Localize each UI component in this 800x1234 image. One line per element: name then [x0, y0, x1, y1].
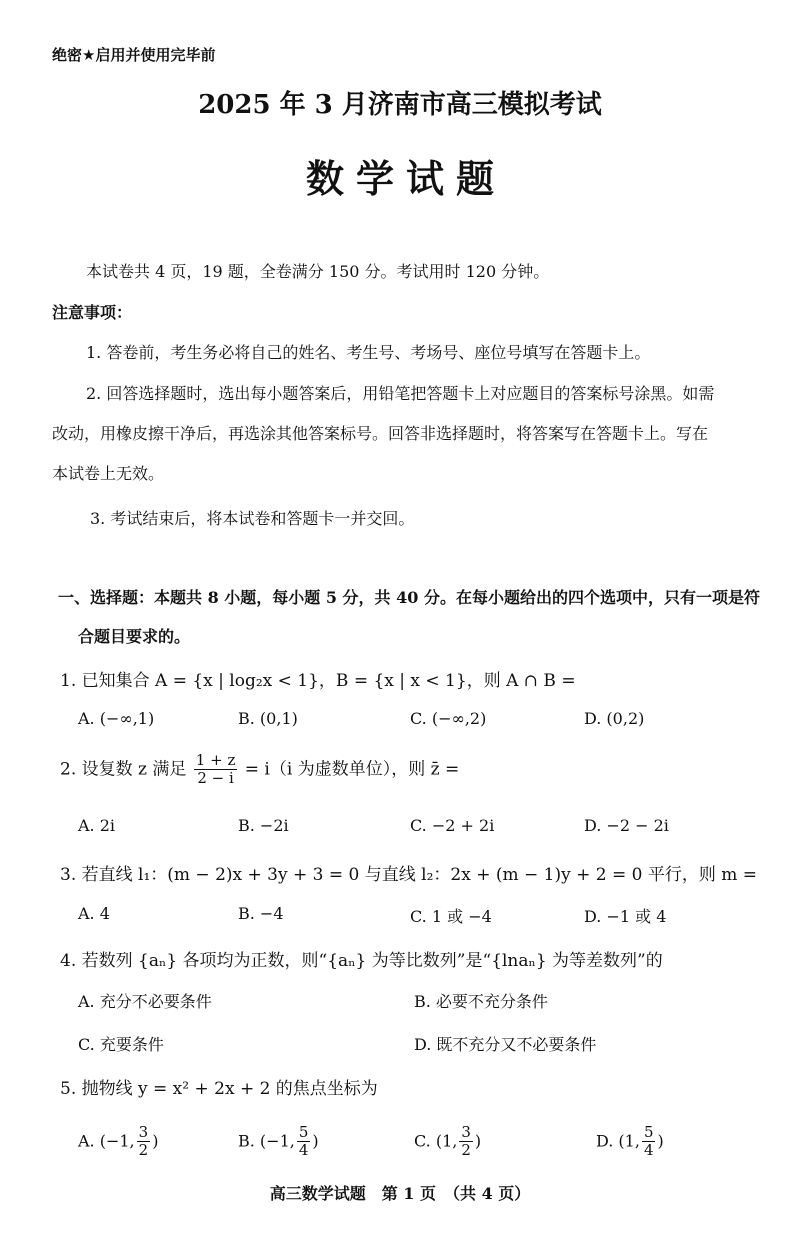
question-2-fraction [194, 752, 238, 788]
section1-heading-line-2: 合题目要求的。 [78, 627, 191, 646]
fraction-numerator: 5 [643, 1123, 654, 1141]
question-4-option-c: C. 充要条件 [78, 1035, 164, 1054]
note-item-2-line-2: 改动，用橡皮擦干净后，再选涂其他答案标号。回答非选择题时，将答案写在答题卡上。写在 [52, 424, 709, 443]
question-1-stem: 1. 已知集合 A = {x | log₂x < 1}，B = {x | x < 1}，则 A ∩ B = [60, 671, 576, 691]
fraction-numerator: 5 [298, 1123, 309, 1141]
confidential-label: 绝密★启用并使用完毕前 [52, 46, 216, 64]
question-5-option-b-label: B. (−1, [238, 1131, 295, 1151]
page-footer: 高三数学试题 第 1 页 （共 4 页） [269, 1184, 531, 1203]
question-5-option-b-close: ) [312, 1131, 319, 1151]
fraction-denominator: 2 [461, 1141, 471, 1160]
note-item-1: 1. 答卷前，考生务必将自己的姓名、考生号、考场号、座位号填写在答题卡上。 [86, 343, 651, 362]
question-2-option-c: C. −2 + 2i [410, 816, 495, 835]
fraction-denominator: 2 [138, 1141, 149, 1160]
fraction-numerator: 3 [138, 1123, 149, 1141]
question-5-option-d-fraction [642, 1124, 656, 1160]
fraction-denominator: 4 [298, 1141, 309, 1160]
question-2-option-a: A. 2i [78, 816, 116, 835]
question-2-option-d: D. −2 − 2i [584, 816, 669, 835]
question-3-option-b: B. −4 [238, 904, 284, 923]
question-4-option-b: B. 必要不充分条件 [414, 992, 548, 1011]
question-5-option-a [78, 1124, 158, 1160]
question-5-option-b [238, 1124, 319, 1160]
question-3-option-d: D. −1 或 4 [584, 907, 667, 926]
question-4-stem: 4. 若数列 {aₙ} 各项均为正数，则“{aₙ} 为等比数列”是“{lnaₙ} 为等差数列”的 [60, 951, 663, 971]
question-5-option-c [414, 1124, 481, 1160]
subject-title: 数学试题 [305, 156, 506, 201]
question-5-option-a-fraction [137, 1124, 151, 1160]
question-5-option-c-close: ) [474, 1131, 482, 1151]
question-3-option-c: C. 1 或 −4 [410, 907, 492, 926]
note-item-2-line-1: 2. 回答选择题时，选出每小题答案后，用铅笔把答题卡上对应题目的答案标号涂黑。如需 [86, 384, 715, 403]
fraction-numerator: 3 [461, 1123, 471, 1141]
question-5-option-a-close: ) [152, 1131, 159, 1151]
intro-text: 本试卷共 4 页，19 题，全卷满分 150 分。考试用时 120 分钟。 [86, 262, 550, 281]
question-5-stem: 5. 抛物线 y = x² + 2x + 2 的焦点坐标为 [60, 1079, 378, 1099]
note-item-3: 3. 考试结束后，将本试卷和答题卡一并交回。 [90, 509, 415, 528]
question-5-option-d-close: ) [657, 1131, 664, 1151]
question-2-fraction-numerator: 1 + z [195, 751, 236, 769]
question-2-stem-suffix: = i（i 为虚数单位），则 z̄ = [244, 759, 460, 780]
question-5-option-a-label: A. (−1, [78, 1131, 135, 1151]
question-5-option-b-fraction [297, 1124, 311, 1160]
question-2-option-b: B. −2i [238, 816, 289, 835]
notes-heading: 注意事项： [52, 303, 133, 322]
question-5-option-c-fraction [459, 1124, 473, 1160]
note-item-2-line-3: 本试卷上无效。 [52, 464, 165, 483]
question-1-option-b: B. (0,1) [238, 709, 298, 728]
question-5-option-c-label: C. (1, [414, 1131, 458, 1151]
question-4-option-a: A. 充分不必要条件 [78, 992, 212, 1011]
question-2-stem-prefix: 2. 设复数 z 满足 [60, 759, 187, 780]
question-2-fraction-denominator: 2 − i [197, 769, 234, 788]
question-1-option-c: C. (−∞,2) [410, 709, 487, 728]
question-3-stem: 3. 若直线 l₁：(m − 2)x + 3y + 3 = 0 与直线 l₂：2x + (m − 1)y + 2 = 0 平行，则 m = [60, 865, 758, 885]
question-3-option-a: A. 4 [78, 904, 110, 923]
question-4-option-d: D. 既不充分又不必要条件 [414, 1035, 597, 1054]
question-5-option-d-label: D. (1, [596, 1131, 640, 1151]
question-1-option-a: A. (−∞,1) [78, 709, 155, 728]
question-5-option-d [596, 1124, 664, 1160]
exam-title: 2025 年 3 月济南市高三模拟考试 [198, 90, 602, 120]
section1-heading-line-1: 一、选择题：本题共 8 小题，每小题 5 分，共 40 分。在每小题给出的四个选项中，只有一项是符 [58, 588, 760, 607]
question-2-stem [60, 752, 459, 788]
question-1-option-d: D. (0,2) [584, 709, 645, 728]
fraction-denominator: 4 [643, 1141, 654, 1160]
